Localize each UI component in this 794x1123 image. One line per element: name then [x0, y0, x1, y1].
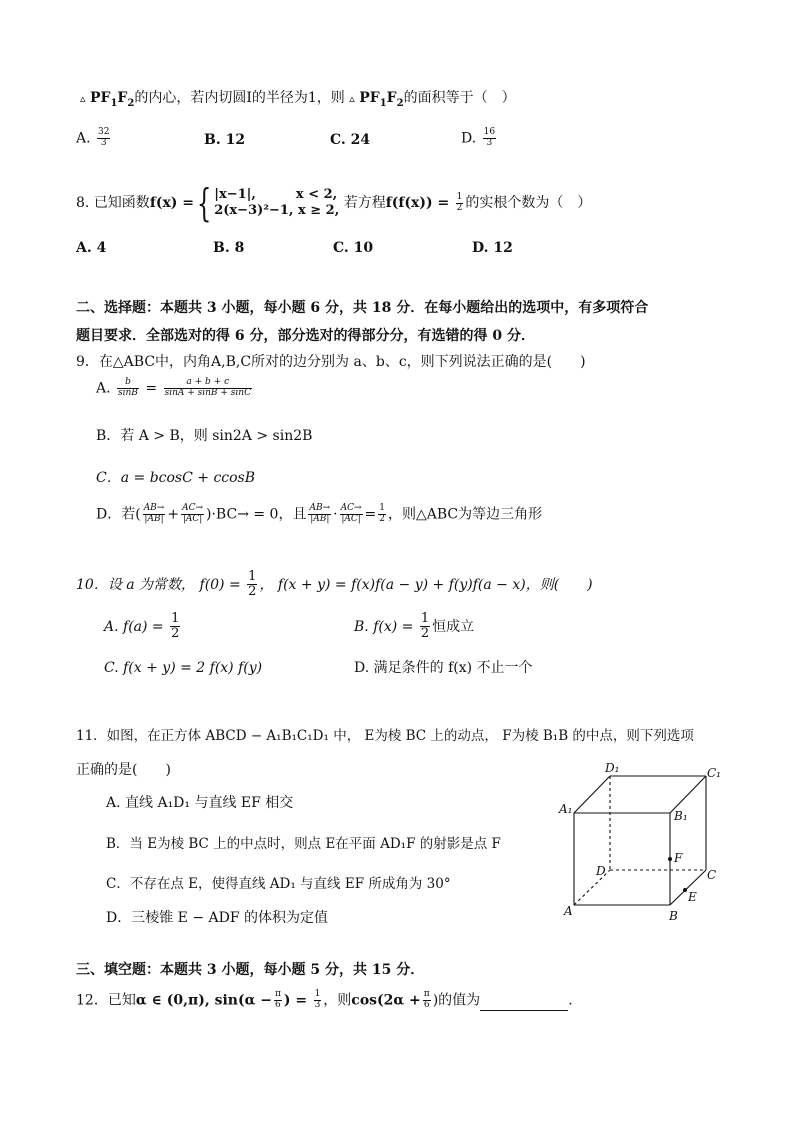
q8-option-c: C. 10 — [333, 240, 374, 256]
q12-close2: )的值为 — [432, 992, 481, 1009]
section3-heading: 三、填空题：本题共 3 小题，每小题 5 分，共 15 分． — [76, 962, 425, 978]
q9-option-d-frac2: $\frac{AC\to}{|AC|}$ — [182, 503, 204, 524]
q7-option-d-label: D. — [461, 130, 477, 147]
q8-cases: |x−1|, x < 2, 2(x−3)²−1, x ≥ 2, — [214, 186, 340, 218]
q9-option-a-label: A. — [96, 380, 111, 397]
q8-option-d: D. 12 — [472, 240, 513, 256]
q10-stem-a: 10．设 a 为常数， f(0) = — [76, 576, 241, 593]
q9-option-a-eq: = — [145, 380, 158, 397]
q7-option-c: C. 24 — [330, 132, 371, 148]
q9-option-a — [96, 378, 254, 399]
q9-option-d-pre: D．若( — [96, 506, 141, 523]
q8-fx: f(x) = — [149, 195, 195, 211]
q11-option-b: B．当 E为棱 BC 上的中点时，则点 E在平面 AD₁F 的射影是点 F — [106, 836, 501, 852]
q7-stem-tail: 的面积等于（ ） — [403, 90, 516, 106]
q12-end: . — [568, 992, 573, 1009]
q10-stem-b: ， f(x + y) = f(x)f(a − y) + f(y)f(a − x)，则( ) — [259, 576, 593, 593]
q10-option-a-pre: A. f(a) = — [104, 618, 164, 635]
q9-option-d-half: $\frac{1}{2}$ — [379, 503, 385, 524]
label-d: D — [596, 864, 606, 878]
q12-one-third: $\frac{1}{3}$ — [314, 989, 321, 1010]
point-f-dot — [668, 857, 672, 861]
q9-option-d-frac3: $\frac{AB\to}{|AB|}$ — [309, 503, 331, 524]
label-a: A — [564, 904, 573, 918]
label-b1: B₁ — [674, 809, 688, 823]
label-d1: D₁ — [605, 761, 620, 775]
q7-option-b: B. 12 — [204, 132, 246, 148]
label-e: E — [688, 890, 697, 904]
q8-lead: 已知函数 — [93, 195, 150, 211]
q12-stem — [76, 990, 573, 1011]
section2-heading-line1: 二、选择题：本题共 3 小题，每小题 6 分，共 18 分．在每小题给出的选项中，有多项符合 — [76, 300, 649, 316]
q7-option-a-fraction: $\frac{32}{3}$ — [98, 127, 110, 148]
label-c1: C₁ — [707, 766, 721, 780]
q10-option-a-fraction: $\frac{1}{2}$ — [171, 611, 180, 642]
q12-mid: ，则 — [323, 992, 352, 1009]
point-e-dot — [683, 888, 687, 892]
q9-option-d-dot: · — [333, 506, 338, 523]
q7-option-a-label: A. — [76, 130, 91, 147]
q9-option-d-frac4: $\frac{AC\to}{|AC|}$ — [340, 503, 362, 524]
q7-pf-text: PF — [89, 90, 111, 106]
q11-stem-line1: 11．如图，在正方体 ABCD − A₁B₁C₁D₁ 中， E为棱 BC 上的动点， F为棱 B₁B 的中点，则下列选项 — [76, 728, 694, 744]
q12-pi-over-six-2: $\frac{\pi}{6}$ — [423, 989, 430, 1010]
q10-option-b-pre: B. f(x) = — [354, 618, 414, 635]
q9-option-a-left-fraction: $\frac{b}{\sin B}$ — [118, 377, 138, 398]
q8-half-fraction: $\frac{1}{2}$ — [456, 191, 463, 213]
edge-b1c1 — [670, 776, 706, 813]
q8-eq: f(f(x)) = — [385, 195, 450, 211]
q10-option-c: C. f(x + y) = 2 f(x) f(y) — [104, 660, 263, 676]
label-a1: A₁ — [559, 802, 573, 816]
q9-option-b: B．若 A > B，则 sin2A > sin2B — [96, 428, 313, 444]
q12-answer-blank[interactable] — [480, 996, 568, 1011]
q7-stem: ▵ $PF_1F_2$的内心，若内切圆I的半径为1，则 ▵ $PF_1F_2$的面积等于（ ） — [80, 90, 516, 109]
q12-condition: α ∈ (0,π), sin(α − — [135, 992, 272, 1009]
q7-option-d — [461, 128, 498, 149]
q9-stem: 9．在△ABC中，内角A,B,C所对的边分别为 a、b、c，则下列说法正确的是( ) — [76, 354, 586, 370]
q9-option-a-right-fraction: $\frac{a + b + c}{\sin A + \sin B + \sin C}$ — [164, 377, 251, 398]
q11-option-d: D．三棱锥 E − ADF 的体积为定值 — [106, 910, 329, 926]
q12-close: ) = — [283, 992, 308, 1009]
q9-option-d-plus: + — [167, 506, 180, 523]
q12-pre: 12．已知 — [76, 992, 136, 1009]
q9-option-d — [96, 504, 542, 525]
q12-pi-over-six: $\frac{\pi}{6}$ — [274, 989, 281, 1010]
q11-option-a: A. 直线 A₁D₁ 与直线 EF 相交 — [106, 795, 294, 811]
q8-stem — [76, 181, 592, 225]
q8-option-a: A. 4 — [76, 240, 107, 256]
q10-option-b-post: 恒成立 — [432, 618, 475, 635]
q8-brace: { — [196, 181, 212, 225]
q9-option-d-tail: ，则△ABC为等边三角形 — [387, 506, 543, 523]
q8-mid: 若方程 — [343, 195, 386, 211]
q7-option-a — [76, 128, 112, 149]
q9-option-d-frac1: $\frac{AB\to}{|AB|}$ — [143, 503, 165, 524]
edge-a1d1 — [574, 776, 610, 813]
q12-cos: cos(2α + — [351, 992, 421, 1009]
section2-heading-line2: 题目要求．全部选对的得 6 分，部分选对的得部分分，有选错的得 0 分． — [76, 328, 535, 344]
label-b: B — [669, 909, 678, 923]
q10-stem-fraction: $\frac{1}{2}$ — [248, 569, 257, 600]
q8-option-b: B. 8 — [213, 240, 245, 256]
q8-number: 8. — [76, 195, 90, 211]
label-c: C — [707, 868, 717, 882]
q9-option-d-mid: )·BC→ = 0，且 — [206, 506, 307, 523]
q10-option-a — [104, 612, 182, 642]
q10-option-b — [354, 612, 474, 642]
q10-stem — [76, 570, 593, 600]
q11-stem-line2: 正确的是( ) — [76, 762, 171, 778]
q9-option-d-eq: = — [364, 506, 377, 523]
label-f: F — [674, 851, 683, 865]
q7-option-d-fraction: $\frac{16}{3}$ — [483, 127, 496, 148]
cube-figure — [556, 758, 726, 926]
q11-option-c: C．不存在点 E，使得直线 AD₁ 与直线 EF 所成角为 30° — [106, 876, 451, 892]
q10-option-d: D. 满足条件的 f(x) 不止一个 — [354, 660, 533, 676]
q9-option-c: C．a = bcosC + ccosB — [96, 470, 256, 486]
q10-option-b-fraction: $\frac{1}{2}$ — [420, 611, 430, 642]
q8-tail: 的实根个数为（ ） — [465, 195, 592, 211]
q7-stem-middle: 的内心，若内切圆I的半径为1，则 — [134, 90, 345, 106]
